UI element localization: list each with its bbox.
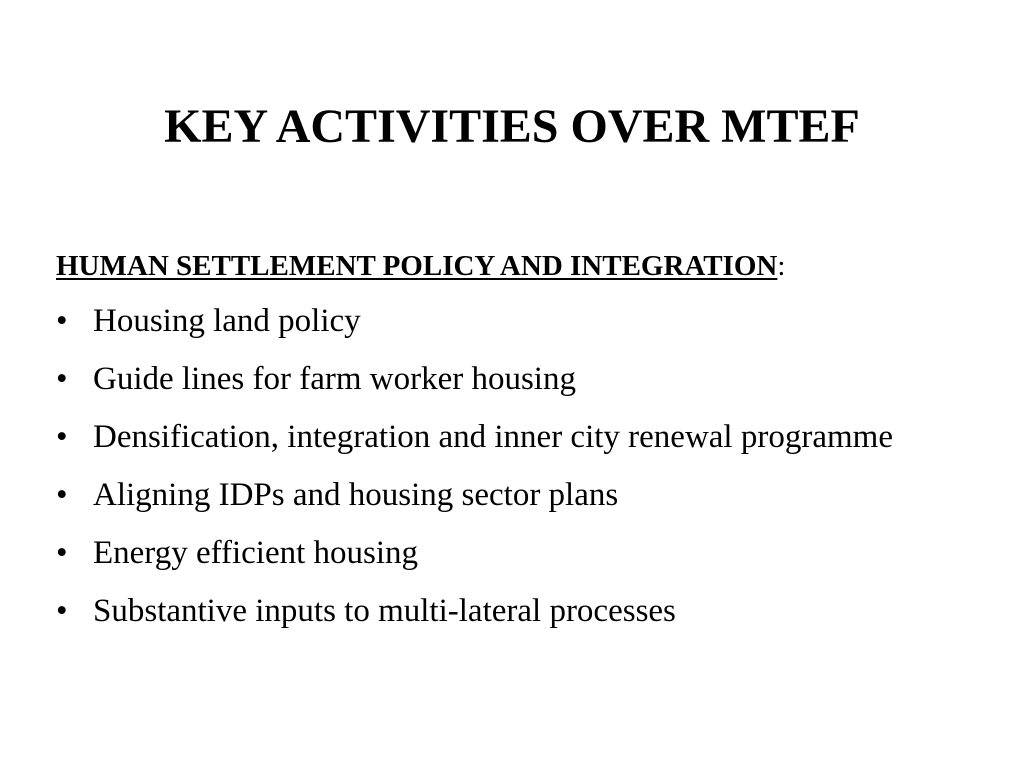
list-item-text: Energy efficient housing [93,535,419,571]
slide-title: KEY ACTIVITIES OVER MTEF [164,100,860,153]
section-heading-colon: : [777,250,786,282]
bullet-icon: • [56,477,68,513]
bullet-icon: • [56,535,68,571]
list-item [56,356,956,402]
list-item-text: Aligning IDPs and housing sector plans [93,477,619,513]
list-item [56,298,956,344]
bullet-icon: • [56,593,68,629]
list-item [56,530,956,576]
list-item-text: Guide lines for farm worker housing [93,361,576,397]
list-item [56,414,956,460]
bullet-list [56,298,956,646]
section-heading-text: HUMAN SETTLEMENT POLICY AND INTEGRATION [56,250,778,282]
list-item [56,472,956,518]
section-heading [56,248,785,284]
list-item-text: Substantive inputs to multi-lateral processes [93,593,676,629]
list-item-text: Housing land policy [93,303,361,339]
list-item [56,588,956,634]
bullet-icon: • [56,303,68,339]
bullet-icon: • [56,361,68,397]
list-item-text: Densification, integration and inner city renewal programme [93,419,893,455]
bullet-icon: • [56,419,68,455]
